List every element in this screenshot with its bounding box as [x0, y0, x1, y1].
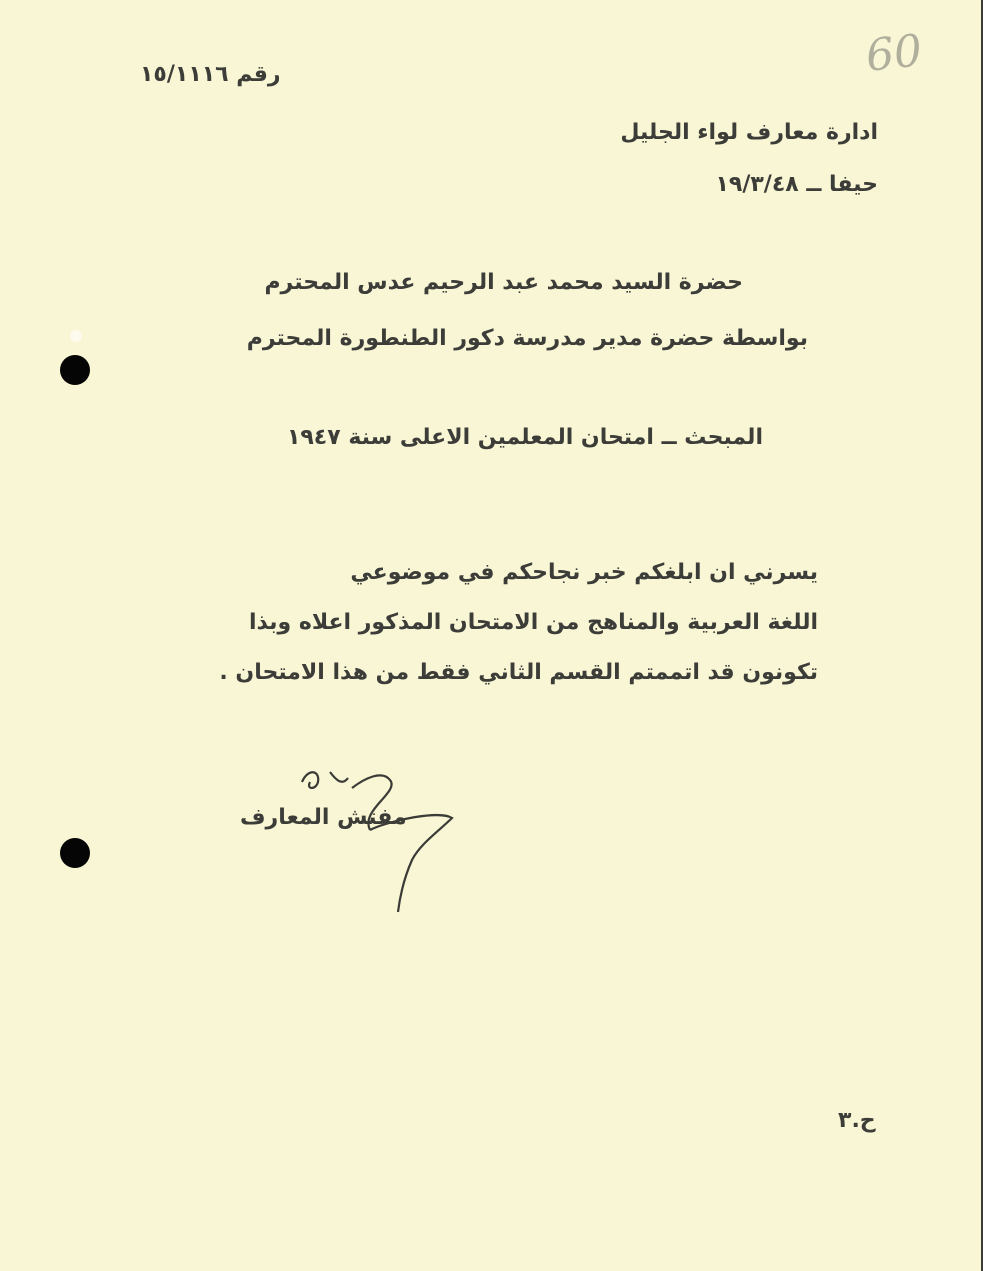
handwritten-signature — [290, 760, 460, 920]
recipient-line: حضرة السيد محمد عبد الرحيم عدس المحترم — [264, 270, 743, 295]
body-line: اللغة العربية والمناهج من الامتحان المذكور اعلاه وبذا — [248, 610, 818, 635]
body-line: تكونون قد اتممتم القسم الثاني فقط من هذا الامتحان . — [219, 660, 818, 685]
footer-code: ح.٣ — [838, 1108, 876, 1133]
subject-line: المبحث ــ امتحان المعلمين الاعلى سنة ١٩٤٧ — [286, 425, 763, 450]
punch-hole-top — [60, 355, 90, 385]
body-line: يسرني ان ابلغكم خبر نجاحكم في موضوعي — [350, 560, 818, 585]
place-date: حيفا ــ ١٩/٣/٤٨ — [715, 172, 878, 197]
paper-blemish — [70, 330, 82, 342]
signature-title: مفتش المعارف — [240, 805, 407, 830]
via-line: بواسطة حضرة مدير مدرسة دكور الطنطورة المحترم — [246, 326, 808, 351]
department-heading: ادارة معارف لواء الجليل — [620, 120, 878, 145]
punch-hole-bottom — [60, 838, 90, 868]
reference-number: رقم ١٥/١١١٦ — [140, 62, 281, 87]
page-number: 60 — [863, 25, 925, 82]
